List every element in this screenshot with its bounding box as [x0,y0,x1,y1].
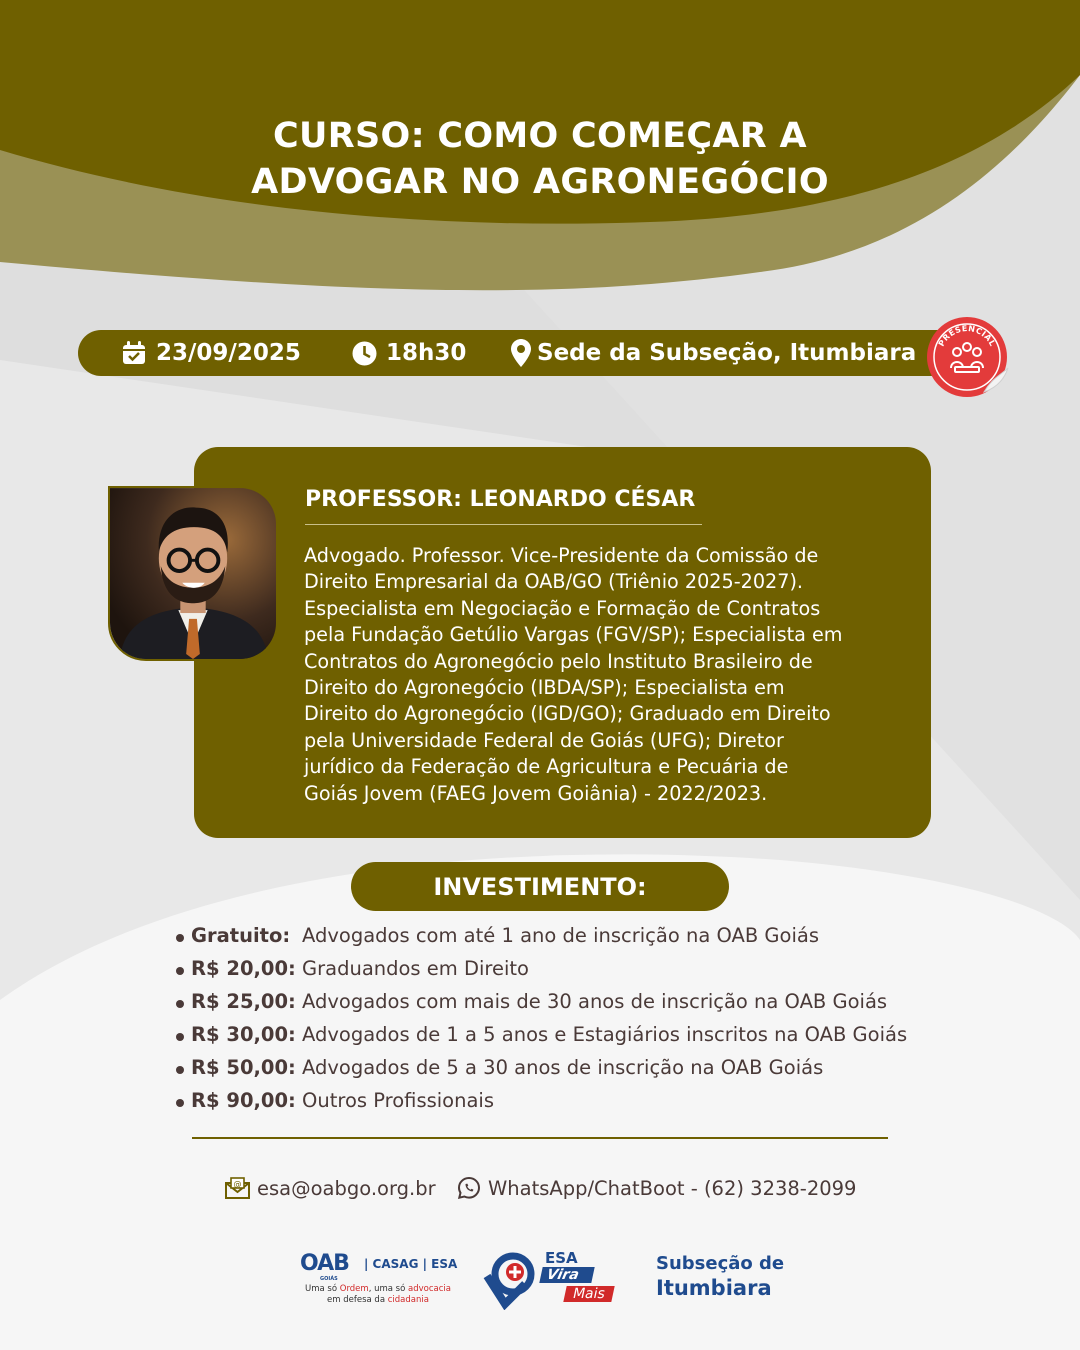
footer-divider [192,1137,888,1139]
event-date [121,330,301,376]
price-description: Outros Profissionais [302,1089,495,1112]
price-item [174,1021,974,1054]
price-list [174,922,974,1120]
price-description: Advogados de 1 a 5 anos e Estagiários inscritos na OAB Goiás [302,1023,908,1046]
subsecao-line-2: Itumbiara [656,1276,772,1300]
professor-bio-line: Advogado. Professor. Vice-Presidente da Comissão de [304,544,819,567]
casag-esa-text: | CASAG | ESA [364,1257,458,1271]
investment-heading: INVESTIMENTO: [351,862,729,911]
whatsapp-icon [457,1176,481,1200]
svg-text:@: @ [233,1179,242,1189]
bullet-icon [176,1000,184,1008]
oab-casag-esa-logo [300,1250,460,1310]
price-description: Graduandos em Direito [302,957,529,980]
professor-photo [108,486,278,661]
professor-heading: PROFESSOR: LEONARDO CÉSAR [305,487,696,512]
slogan-part: advocacia [408,1284,451,1294]
event-date-text: 23/09/2025 [156,340,301,366]
vira-text: Vira [539,1267,594,1283]
location-pin-icon [511,339,531,367]
slogan-part: , uma só [368,1284,409,1294]
price-description: Advogados com até 1 ano de inscrição na OAB Goiás [302,924,819,947]
event-time-text: 18h30 [386,340,467,366]
price-amount: R$ 50,00: [191,1056,296,1079]
subsecao-logo [656,1252,784,1300]
oab-slogan-line-2 [298,1295,458,1305]
bullet-icon [176,967,184,975]
oab-slogan-line-1 [298,1284,458,1294]
esa-vira-mais-emblem-icon [483,1248,545,1310]
price-item [174,955,974,988]
oab-logo-text: OAB [300,1251,349,1276]
professor-bio-line: Direito do Agronegócio (IGD/GO); Graduado em Direito [304,702,831,726]
contact-whatsapp-text[interactable]: WhatsApp/ChatBoot - (62) 3238-2099 [488,1176,857,1200]
price-description: Advogados de 5 a 30 anos de inscrição na OAB Goiás [302,1056,824,1079]
price-description: Advogados com mais de 30 anos de inscrição na OAB Goiás [302,990,888,1013]
professor-bio-line: pela Universidade Federal de Goiás (UFG); Diretor [304,728,784,752]
price-amount: R$ 20,00: [191,957,296,980]
price-amount: R$ 25,00: [191,990,296,1013]
bullet-icon [176,1099,184,1107]
slogan-part: cidadania [387,1295,429,1305]
event-info-bar [78,330,962,376]
bullet-icon [176,934,184,942]
bullet-icon [176,1066,184,1074]
esa-text: ESA [545,1249,578,1267]
course-title-line-2: ADVOGAR NO AGRONEGÓCIO [251,162,829,202]
course-title-line-1: CURSO: COMO COMEÇAR A [273,116,807,156]
oab-logo-subtext: GOIÁS [320,1276,338,1282]
presencial-badge-text: PRESENCIAL [936,324,998,348]
clock-icon [352,341,377,366]
slogan-part: Ordem [339,1284,369,1294]
event-time [352,330,466,376]
price-item [174,1054,974,1087]
professor-bio-line: Direito do Agronegócio (IBDA/SP); Especialista em [304,676,785,700]
price-item [174,1087,974,1120]
subsecao-line-1: Subseção de [656,1253,785,1274]
contact-whatsapp[interactable] [457,1174,856,1202]
price-amount: R$ 30,00: [191,1023,296,1046]
esa-vira-mais-logo [483,1248,633,1310]
course-title [0,113,1080,205]
event-location [511,330,916,376]
professor-bio-line: Contratos do Agronegócio pelo Instituto Brasileiro de [304,649,813,673]
professor-bio [304,543,904,807]
contact-email[interactable] [225,1174,436,1202]
professor-bio-line: Especialista em Negociação e Formação de Contratos [304,596,821,620]
slogan-part: em defesa da [327,1295,388,1305]
mais-text: Mais [563,1286,614,1302]
professor-bio-line: jurídico da Federação de Agricultura e Pecuária de [304,755,789,779]
price-amount: Gratuito: [191,924,291,947]
professor-bio-line: Direito Empresarial da OAB/GO (Triênio 2025-2027). [304,570,804,594]
professor-bio-line: pela Fundação Getúlio Vargas (FGV/SP); Especialista em [304,623,843,647]
presencial-badge [922,312,1012,402]
price-amount: R$ 90,00: [191,1089,296,1112]
price-item [174,922,974,955]
bullet-icon [176,1033,184,1041]
price-item [174,988,974,1021]
slogan-part: Uma só [305,1284,340,1294]
calendar-icon [121,340,147,366]
professor-bio-line: Goiás Jovem (FAEG Jovem Goiânia) - 2022/2023. [304,781,768,805]
professor-heading-divider [305,524,702,525]
contact-email-text[interactable]: esa@oabgo.org.br [257,1176,436,1200]
email-icon [225,1177,250,1199]
event-location-text: Sede da Subseção, Itumbiara [537,340,917,366]
